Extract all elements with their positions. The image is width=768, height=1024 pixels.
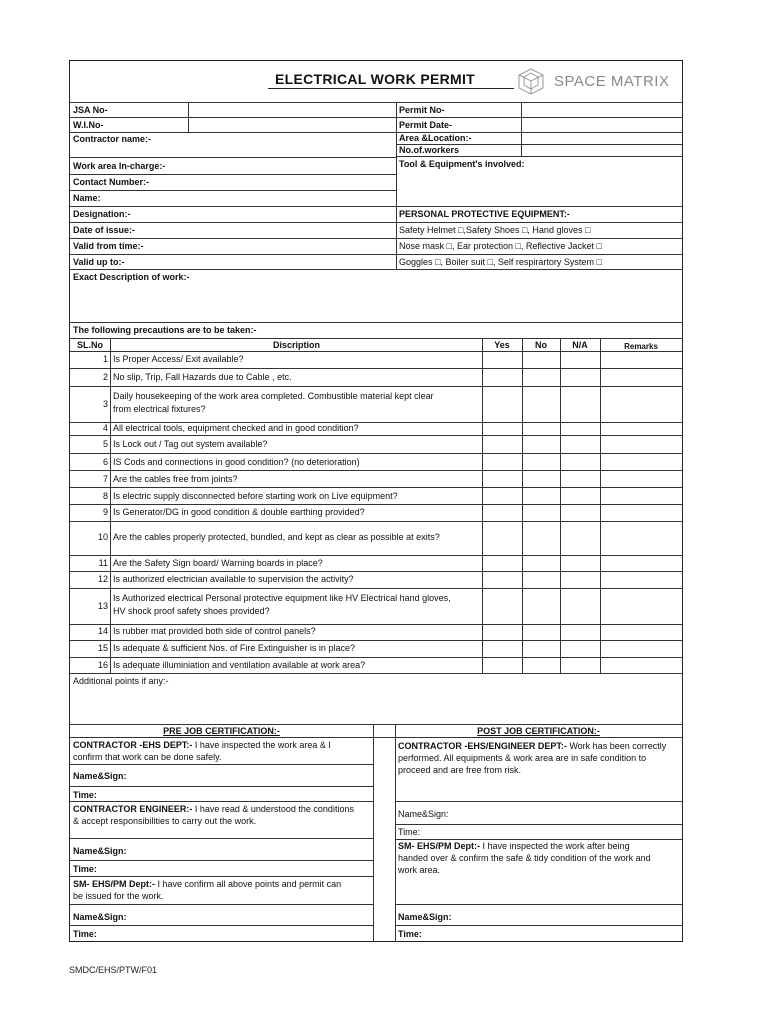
post-name-sign-1: Name&Sign: (398, 809, 449, 819)
pre-contractor-ehs-text: I have inspected the work area & I (192, 740, 331, 750)
col-sl-no: SL.No (77, 340, 103, 350)
permit-date-label: Permit Date- (399, 120, 453, 130)
pre-sm-statement (73, 879, 341, 890)
space-matrix-logo (516, 67, 676, 95)
pre-name-sign-2: Name&Sign: (73, 846, 127, 856)
precaution-text-line2: from electrical fixtures? (113, 404, 206, 414)
post-job-heading: POST JOB CERTIFICATION:- (477, 726, 600, 736)
post-contractor-text-line3: proceed and are free from risk. (398, 765, 522, 775)
precaution-text: Are the cables properly protected, bundled, and kept as clear as possible at exits? (113, 532, 440, 542)
pre-engineer-label: CONTRACTOR ENGINEER:- (73, 804, 193, 814)
row-number: 11 (98, 558, 108, 568)
form-title: ELECTRICAL WORK PERMIT (275, 71, 476, 87)
pre-sm-text-line2: be issued for the work. (73, 891, 164, 901)
row-number: 3 (102, 399, 108, 409)
valid-from-label: Valid from time:- (73, 241, 144, 251)
post-contractor-statement (398, 741, 666, 752)
designation-label: Designation:- (73, 209, 131, 219)
row-number: 8 (102, 491, 108, 501)
pre-sm-label: SM- EHS/PM Dept:- (73, 879, 155, 889)
row-number: 2 (102, 372, 108, 382)
row-number: 15 (97, 643, 108, 653)
post-sm-text: I have inspected the work after being (480, 841, 630, 851)
post-time-2: Time: (398, 929, 422, 939)
pre-engineer-text-line2: & accept responsibilities to carry out the work. (73, 816, 257, 826)
row-number: 1 (102, 354, 108, 364)
precaution-text: Is Proper Access/ Exit available? (113, 354, 244, 364)
row-number: 5 (102, 439, 108, 449)
post-sm-statement (398, 841, 630, 852)
work-area-incharge-label: Work area In-charge:- (73, 161, 166, 171)
row-number: 12 (97, 574, 108, 584)
precaution-text: Is rubber mat provided both side of control panels? (113, 626, 316, 636)
pre-time-3: Time: (73, 929, 97, 939)
pre-name-sign-1: Name&Sign: (73, 771, 127, 781)
exact-description-label: Exact Description of work:- (73, 272, 190, 282)
permit-no-label: Permit No- (399, 105, 445, 115)
col-na: N/A (572, 340, 588, 350)
contact-number-label: Contact Number:- (73, 177, 149, 187)
ppe-line-1: Safety Helmet □,Safety Shoes □, Hand gloves □ (399, 225, 591, 235)
title-underline (268, 88, 514, 89)
area-location-label: Area &Location:- (399, 133, 472, 143)
additional-points-label: Additional points if any:- (73, 676, 169, 686)
row-number: 4 (102, 423, 108, 433)
col-no: No (535, 340, 547, 350)
ppe-heading: PERSONAL PROTECTIVE EQUIPMENT:- (399, 209, 570, 219)
col-description: Discription (272, 340, 320, 350)
post-sm-text-line3: work area. (398, 865, 441, 875)
name-label: Name: (73, 193, 101, 203)
precautions-heading: The following precautions are to be taken:- (73, 325, 257, 335)
precaution-text: Is electric supply disconnected before starting work on Live equipment? (113, 491, 398, 501)
precaution-text: Are the Safety Sign board/ Warning boards in place? (113, 558, 323, 568)
precaution-text: Is adequate & sufficient Nos. of Fire Extinguisher is in place? (113, 643, 355, 653)
pre-time-1: Time: (73, 790, 97, 800)
row-number: 6 (102, 457, 108, 467)
row-number: 14 (97, 626, 108, 636)
jsa-no-label: JSA No- (73, 105, 108, 115)
logo-text: SPACE MATRIX (554, 73, 670, 90)
post-contractor-text: Work has been correctly (566, 741, 667, 751)
precaution-text: All electrical tools, equipment checked and in good condition? (113, 423, 359, 433)
post-time-1: Time: (398, 827, 421, 837)
post-contractor-text-line2: performed. All equipments & work area are in safe condition to (398, 753, 647, 763)
row-number: 10 (97, 532, 108, 542)
col-remarks: Remarks (624, 342, 658, 351)
pre-contractor-ehs-text-line2: confirm that work can be done safely. (73, 752, 222, 762)
post-contractor-label: CONTRACTOR -EHS/ENGINEER DEPT:- (398, 741, 567, 751)
col-yes: Yes (494, 340, 510, 350)
precaution-text: Are the cables free from joints? (113, 474, 238, 484)
row-number: 7 (102, 474, 108, 484)
pre-contractor-ehs-statement (73, 740, 331, 751)
logo-cube-icon (516, 67, 546, 95)
precaution-text: Is Lock out / Tag out system available? (113, 439, 268, 449)
precaution-text-line2: HV shock proof safety shoes provided? (113, 606, 270, 616)
date-of-issue-label: Date of issue:- (73, 225, 136, 235)
pre-contractor-ehs-label: CONTRACTOR -EHS DEPT:- (73, 740, 193, 750)
precaution-text: Daily housekeeping of the work area completed. Combustible material kept clear (113, 391, 434, 401)
tools-equipment-label: Tool & Equipment's involved: (399, 159, 525, 169)
contractor-name-label: Contractor name:- (73, 134, 152, 144)
post-name-sign-2: Name&Sign: (398, 912, 452, 922)
pre-sm-text: I have confirm all above points and permit can (155, 879, 342, 889)
pre-engineer-text: I have read & understood the conditions (192, 804, 354, 814)
row-number: 9 (102, 507, 108, 517)
precaution-text: Is authorized electrician available to supervision the activity? (113, 574, 354, 584)
ppe-line-2: Nose mask □, Ear protection □, Reflective Jacket □ (399, 241, 602, 251)
precaution-text: Is Generator/DG in good condition & double earthing provided? (113, 507, 365, 517)
wi-no-label: W.I.No- (73, 120, 104, 130)
pre-name-sign-3: Name&Sign: (73, 912, 127, 922)
pre-engineer-statement (73, 804, 354, 815)
no-of-workers-label: No.of.workers (399, 145, 460, 155)
work-permit-form (69, 60, 683, 942)
pre-time-2: Time: (73, 864, 97, 874)
precaution-text: Is Authorized electrical Personal protective equipment like HV Electrical hand gloves, (113, 593, 451, 603)
precaution-text: Is adequate illuminiation and ventilation available at work area? (113, 660, 366, 670)
post-sm-text-line2: handed over & confirm the safe & tidy condition of the work and (398, 853, 651, 863)
row-number: 13 (97, 601, 108, 611)
post-sm-label: SM- EHS/PM Dept:- (398, 841, 480, 851)
pre-job-heading: PRE JOB CERTIFICATION:- (163, 726, 280, 736)
precaution-text: No slip, Trip, Fall Hazards due to Cable , etc. (113, 372, 292, 382)
precaution-text: IS Cods and connections in good condition? (no deterioration) (113, 457, 360, 467)
row-number: 16 (97, 660, 108, 670)
form-code: SMDC/EHS/PTW/F01 (69, 965, 158, 975)
valid-up-to-label: Valid up to:- (73, 257, 125, 267)
ppe-line-3: Goggles □, Boiler suit □, Self respirartory System □ (399, 257, 602, 267)
